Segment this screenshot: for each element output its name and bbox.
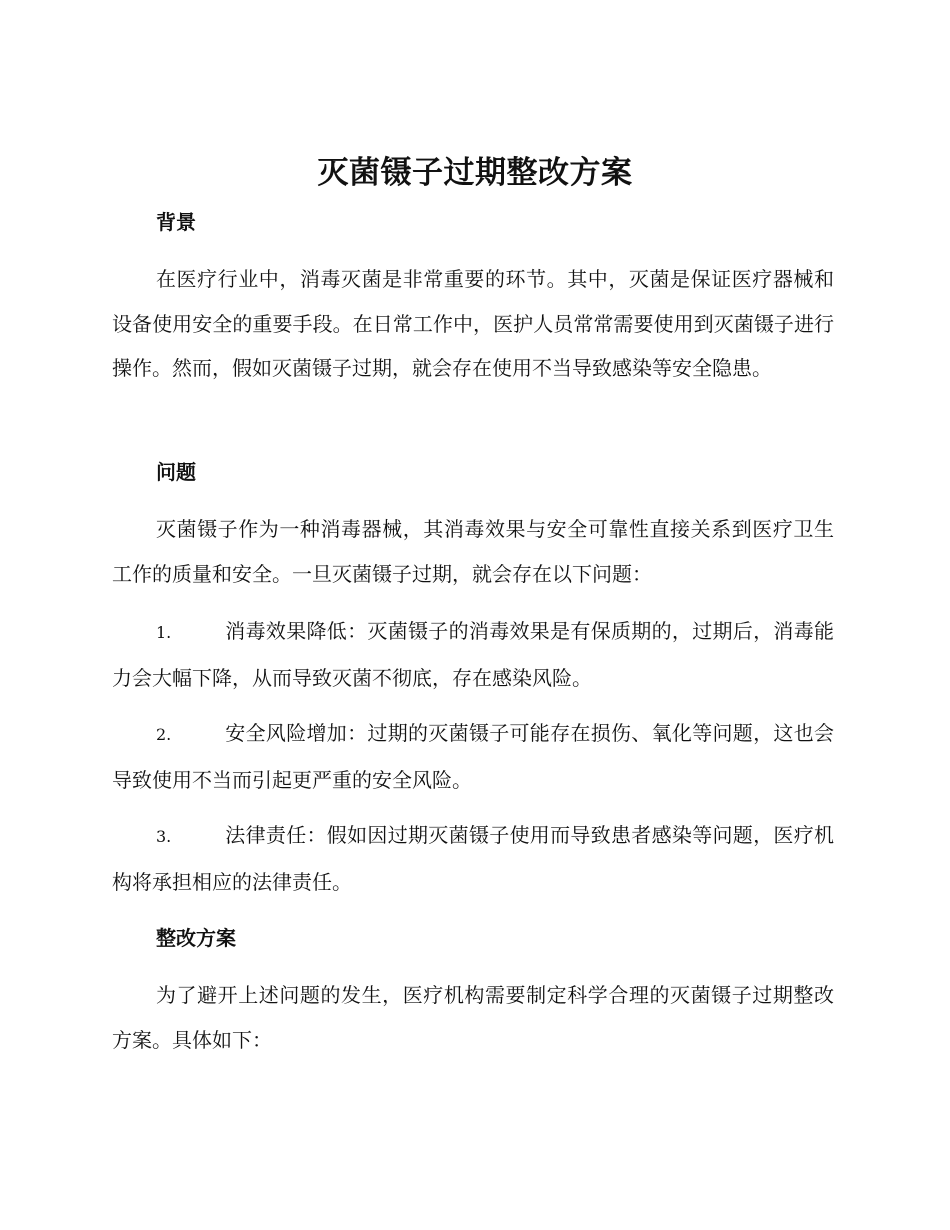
list-number: 3. — [156, 827, 172, 846]
list-item-text: 法律责任：假如因过期灭菌镊子使用而导致患者感染等问题，医疗机构将承担相应的法律责任。 — [112, 823, 834, 894]
section-heading-plan: 整改方案 — [156, 926, 236, 950]
problem-paragraph: 灭菌镊子作为一种消毒器械，其消毒效果与安全可靠性直接关系到医疗卫生工作的质量和安全。一旦灭菌镊子过期，就会存在以下问题： — [112, 517, 834, 586]
list-item-text: 安全风险增加：过期的灭菌镊子可能存在损伤、氧化等问题，这也会导致使用不当而引起更严重的安全风险。 — [112, 721, 834, 792]
section-heading-problem: 问题 — [156, 460, 196, 484]
list-number: 1. — [156, 623, 172, 642]
section-heading-background: 背景 — [156, 210, 196, 234]
problem-list-item-3 — [112, 813, 834, 904]
list-number: 2. — [156, 725, 172, 744]
document-title: 灭菌镊子过期整改方案 — [317, 155, 633, 191]
problem-list-item-2 — [112, 711, 834, 802]
problem-list-item-1 — [112, 609, 834, 700]
plan-paragraph: 为了避开上述问题的发生，医疗机构需要制定科学合理的灭菌镊子过期整改方案。具体如下： — [112, 983, 834, 1052]
list-item-text: 消毒效果降低：灭菌镊子的消毒效果是有保质期的，过期后，消毒能力会大幅下降，从而导致灭菌不彻底，存在感染风险。 — [112, 619, 834, 690]
background-paragraph: 在医疗行业中，消毒灭菌是非常重要的环节。其中，灭菌是保证医疗器械和设备使用安全的重要手段。在日常工作中，医护人员常常需要使用到灭菌镊子进行操作。然而，假如灭菌镊子过期，就会存在使用不当导致感染等安全隐患。 — [112, 267, 834, 380]
